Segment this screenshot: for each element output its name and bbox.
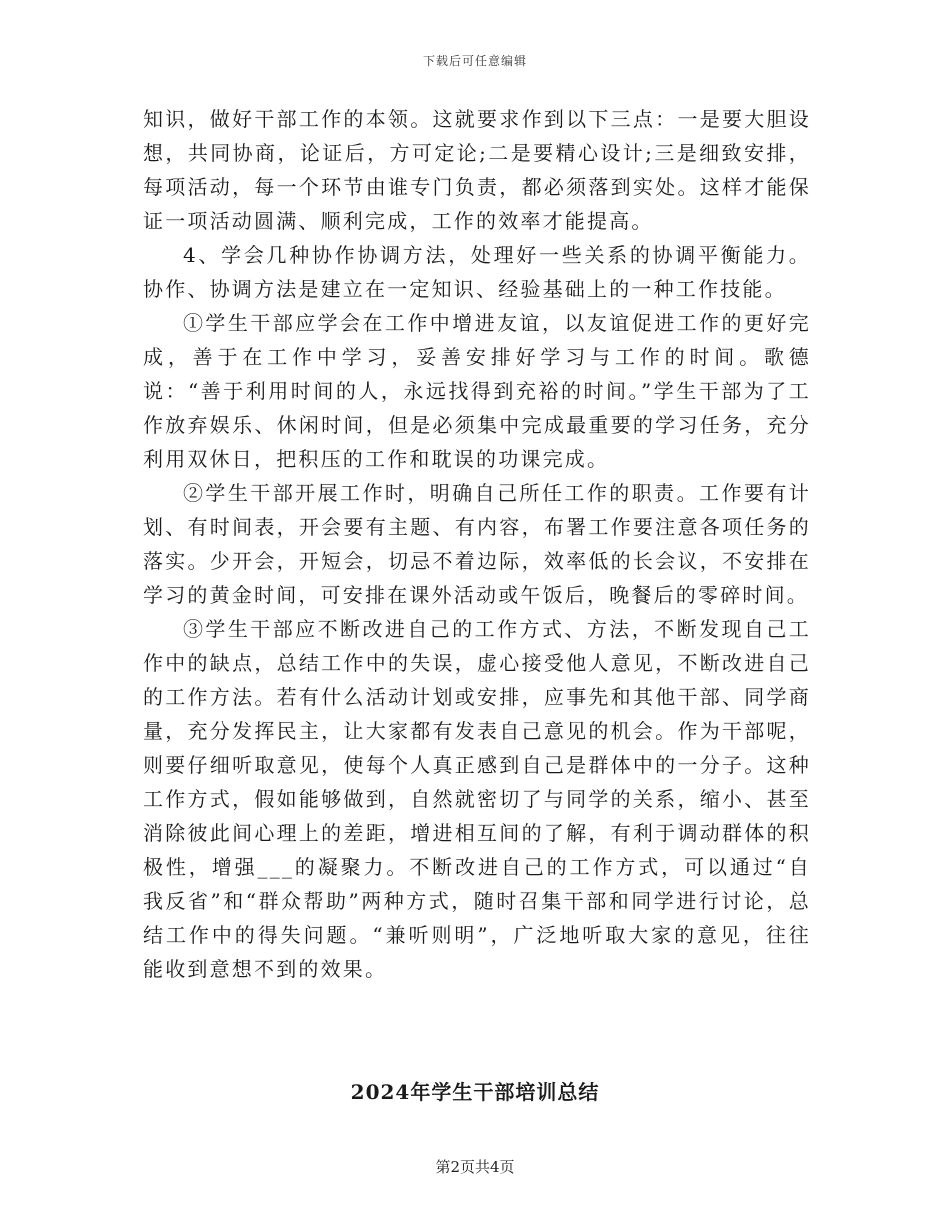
document-body bbox=[143, 102, 811, 986]
paragraph-point-2: ②学生干部开展工作时，明确自己所任工作的职责。工作要有计划、有时间表，开会要有主题、有内容，布署工作要注意各项任务的落实。少开会，开短会，切忌不着边际，效率低的长会议，不安排在学习的黄金时间，可安排在课外活动或午饭后，晚餐后的零碎时间。 bbox=[143, 481, 811, 607]
paragraph-point-3: ③学生干部应不断改进自己的工作方式、方法，不断发现自己工作中的缺点，总结工作中的失误，虚心接受他人意见，不断改进自己的工作方法。若有什么活动计划或安排，应事先和其他干部、同学商量，充分发挥民主，让大家都有发表自己意见的机会。作为干部呢，则要仔细听取意见，使每个人真正感到自己是群体中的一分子。这种工作方式，假如能够做到，自然就密切了与同学的关系，缩小、甚至消除彼此间心理上的差距，增进相互间的了解，有利于调动群体的积极性，增强___的凝聚力。不断改进自己的工作方式，可以通过“自我反省”和“群众帮助”两种方式，随时召集干部和同学进行讨论，总结工作中的得失问题。“兼听则明”，广泛地听取大家的意见，往往能收到意想不到的效果。 bbox=[143, 617, 811, 981]
section-title: 2024年学生干部培训总结 bbox=[350, 1080, 600, 1104]
page-number: 第2页共4页 bbox=[435, 1158, 515, 1176]
paragraph-point-1: ①学生干部应学会在工作中增进友谊，以友谊促进工作的更好完成，善于在工作中学习，妥善安排好学习与工作的时间。歌德说：“善于利用时间的人，永远找得到充裕的时间。”学生干部为了工作放弃娱乐、休闲时间，但是必须集中完成最重要的学习任务，充分利用双休日，把积压的工作和耽误的功课完成。 bbox=[143, 311, 811, 471]
page-header-note: 下载后可任意编辑 bbox=[422, 54, 527, 68]
paragraph-item-4: 4、学会几种协作协调方法，处理好一些关系的协调平衡能力。协作、协调方法是建立在一定知识、经验基础上的一种工作技能。 bbox=[143, 243, 811, 301]
paragraph-continued: 知识，做好干部工作的本领。这就要求作到以下三点：一是要大胆设想，共同协商，论证后，方可定论;二是要精心设计;三是细致安排，每项活动，每一个环节由谁专门负责，都必须落到实处。这样才能保证一项活动圆满、顺利完成，工作的效率才能提高。 bbox=[143, 107, 811, 233]
